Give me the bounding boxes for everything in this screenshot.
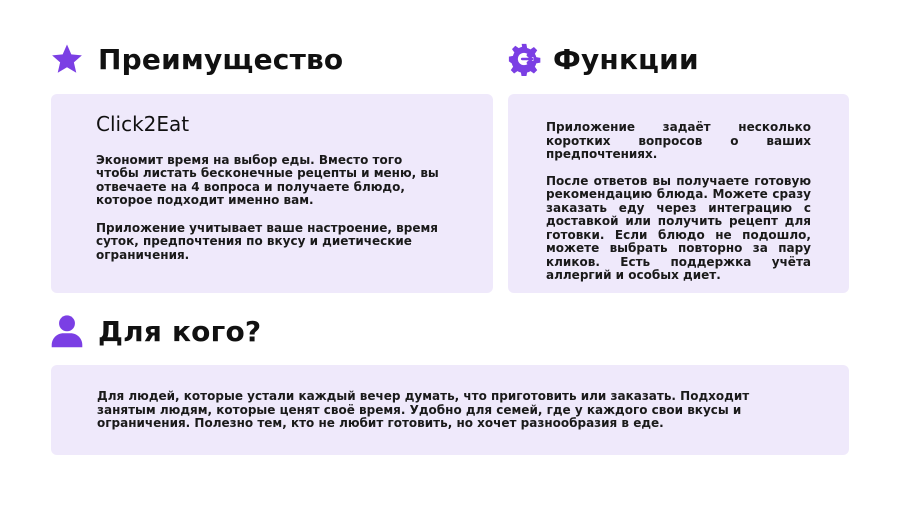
gear-arrow-icon [507,42,541,76]
functions-title: Функции [553,42,699,76]
audience-card [51,365,849,455]
star-icon [50,42,84,76]
app-name: Click2Eat [96,112,190,136]
audience-heading [50,314,261,348]
user-icon [50,314,84,348]
functions-heading [507,42,699,76]
functions-paragraph-2: После ответов вы получаете готовую рекомендацию блюда. Можете сразу заказать еду через интеграцию с доставкой или получить рецепт для готовки. Если блюдо не подошло, можете выбрать повторно за пару кликов. Есть поддержка учёта аллергий и особых диет. [546,173,811,282]
advantage-heading [50,42,343,76]
advantage-title: Преимущество [98,42,344,76]
advantage-paragraph-2: Приложение учитывает ваше настроение, время суток, предпочтения по вкусу и диетические ограничения. [96,220,438,262]
audience-title: Для кого? [98,314,262,348]
functions-card [508,94,849,293]
audience-text: Для людей, которые устали каждый вечер думать, что приготовить или заказать. Подходит занятым людям, которые ценят своё время. Удобно для семей, где у каждого свои вкусы и ограничения. Полезно тем, кто не любит готовить, но хочет разнообразия в еде. [97,389,750,430]
advantage-paragraph-1: Экономит время на выбор еды. Вместо того чтобы листать бесконечные рецепты и меню, вы отвечаете на 4 вопроса и получаете блюдо, которое подходит именно вам. [96,152,439,207]
functions-paragraph-1: Приложение задаёт несколько коротких вопросов о ваших предпочтениях. [546,120,811,161]
advantage-card [51,94,493,293]
